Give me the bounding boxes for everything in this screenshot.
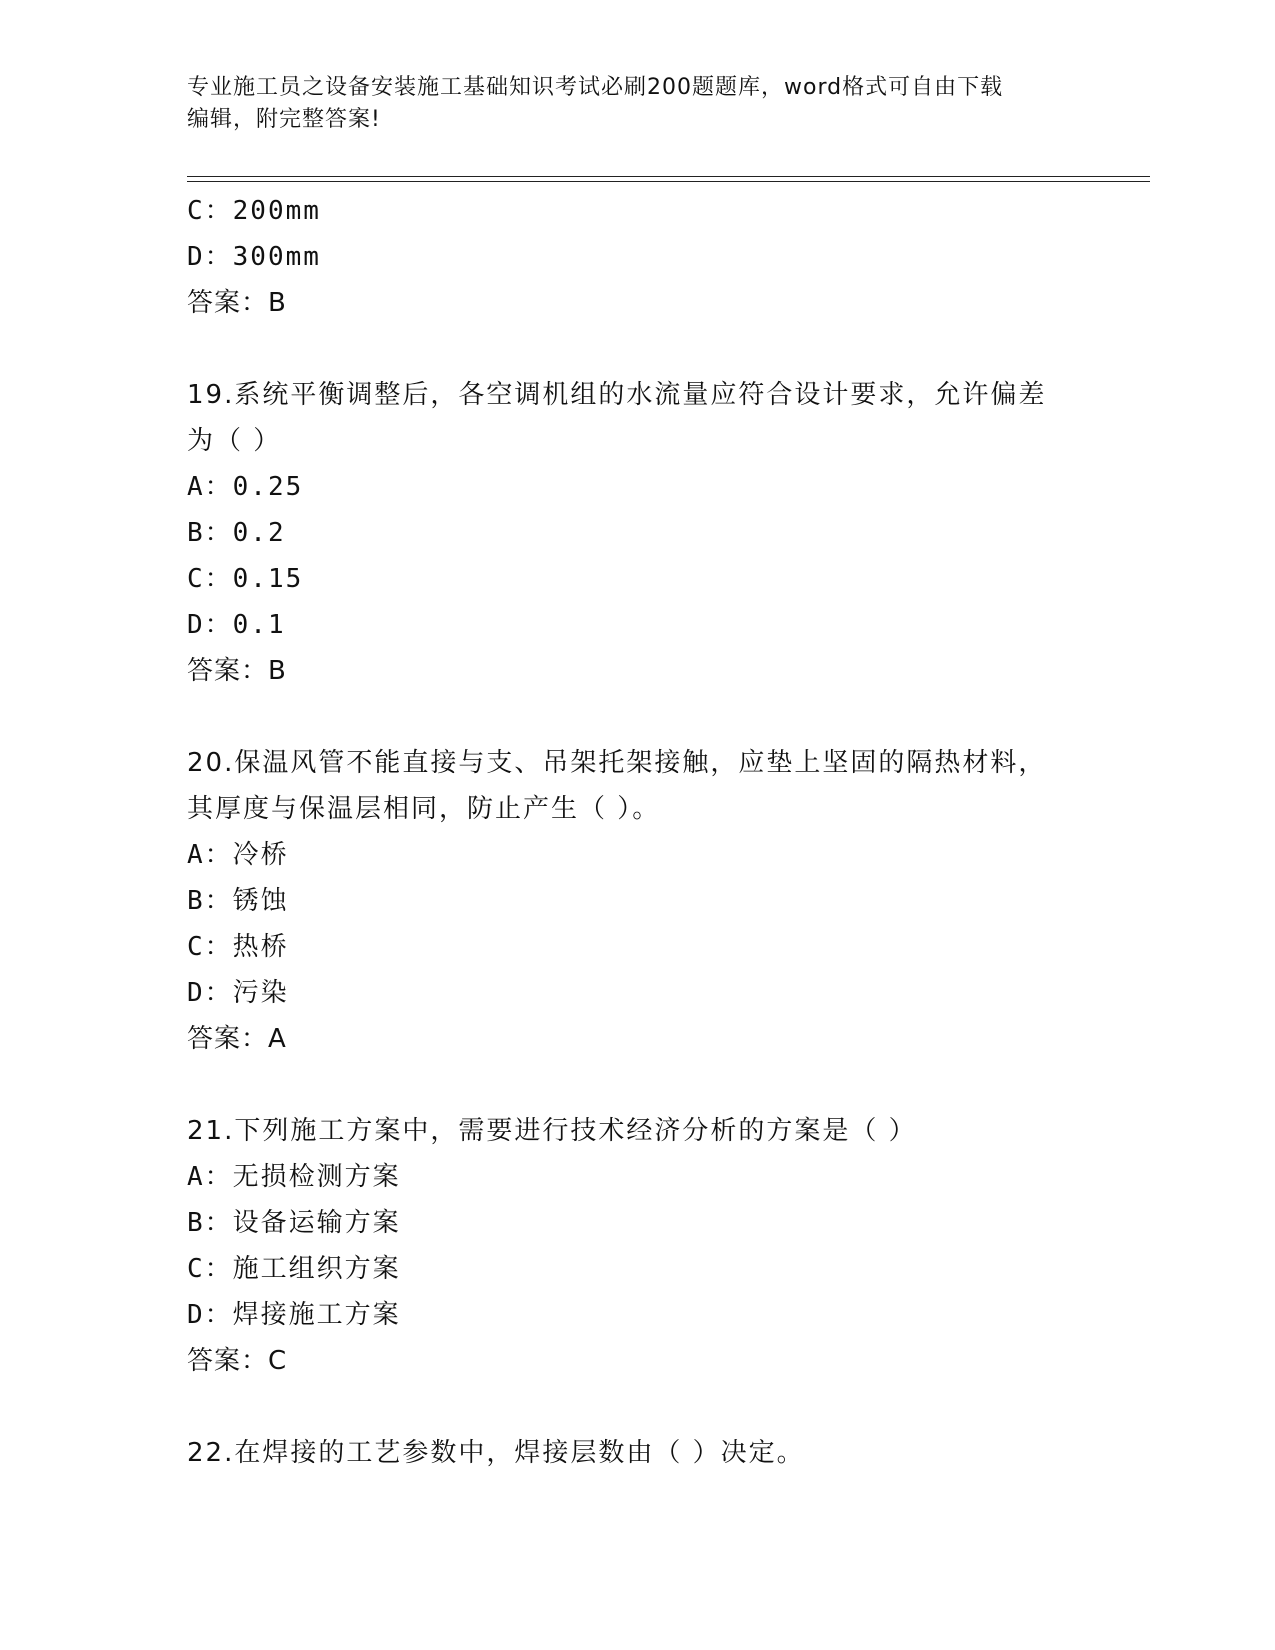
question-20	[187, 740, 1087, 1062]
option-a: A：无损检测方案	[187, 1162, 401, 1192]
option-b: B：0.2	[187, 518, 286, 548]
question-text-cont: 为（ ）	[187, 426, 282, 456]
question-19	[187, 372, 1087, 694]
spacer	[187, 694, 1087, 740]
header-rule-bottom	[187, 181, 1150, 182]
option-c: C：200mm	[187, 196, 321, 226]
answer: 答案：A	[187, 1024, 287, 1054]
header-line-2: 编辑，附完整答案!	[187, 107, 381, 132]
question-text: 22.在焊接的工艺参数中，焊接层数由（ ）决定。	[187, 1438, 805, 1468]
previous-question-tail	[187, 188, 1087, 326]
question-text: 20.保温风管不能直接与支、吊架托架接触，应垫上坚固的隔热材料，	[187, 748, 1047, 778]
option-a: A：冷桥	[187, 840, 289, 870]
option-d: D：300mm	[187, 242, 321, 272]
document-header	[187, 72, 1067, 136]
header-rule-top	[187, 176, 1150, 177]
option-c: C：施工组织方案	[187, 1254, 401, 1284]
question-text-cont: 其厚度与保温层相同，防止产生（ ）。	[187, 794, 661, 824]
question-22	[187, 1430, 1087, 1476]
spacer	[187, 1384, 1087, 1430]
question-text: 21.下列施工方案中，需要进行技术经济分析的方案是（ ）	[187, 1116, 917, 1146]
option-b: B：锈蚀	[187, 886, 289, 916]
option-d: D：污染	[187, 978, 289, 1008]
option-c: C：热桥	[187, 932, 289, 962]
option-a: A：0.25	[187, 472, 304, 502]
question-21	[187, 1108, 1087, 1384]
answer: 答案：C	[187, 1346, 288, 1376]
option-b: B：设备运输方案	[187, 1208, 401, 1238]
header-line-1: 专业施工员之设备安装施工基础知识考试必刷200题题库，word格式可自由下载	[187, 75, 1004, 100]
answer: 答案：B	[187, 656, 287, 686]
question-text: 19.系统平衡调整后，各空调机组的水流量应符合设计要求，允许偏差	[187, 380, 1047, 410]
option-c: C：0.15	[187, 564, 304, 594]
spacer	[187, 1062, 1087, 1108]
spacer	[187, 326, 1087, 372]
question-list	[187, 188, 1087, 1476]
answer: 答案：B	[187, 288, 287, 318]
option-d: D：0.1	[187, 610, 286, 640]
option-d: D：焊接施工方案	[187, 1300, 401, 1330]
